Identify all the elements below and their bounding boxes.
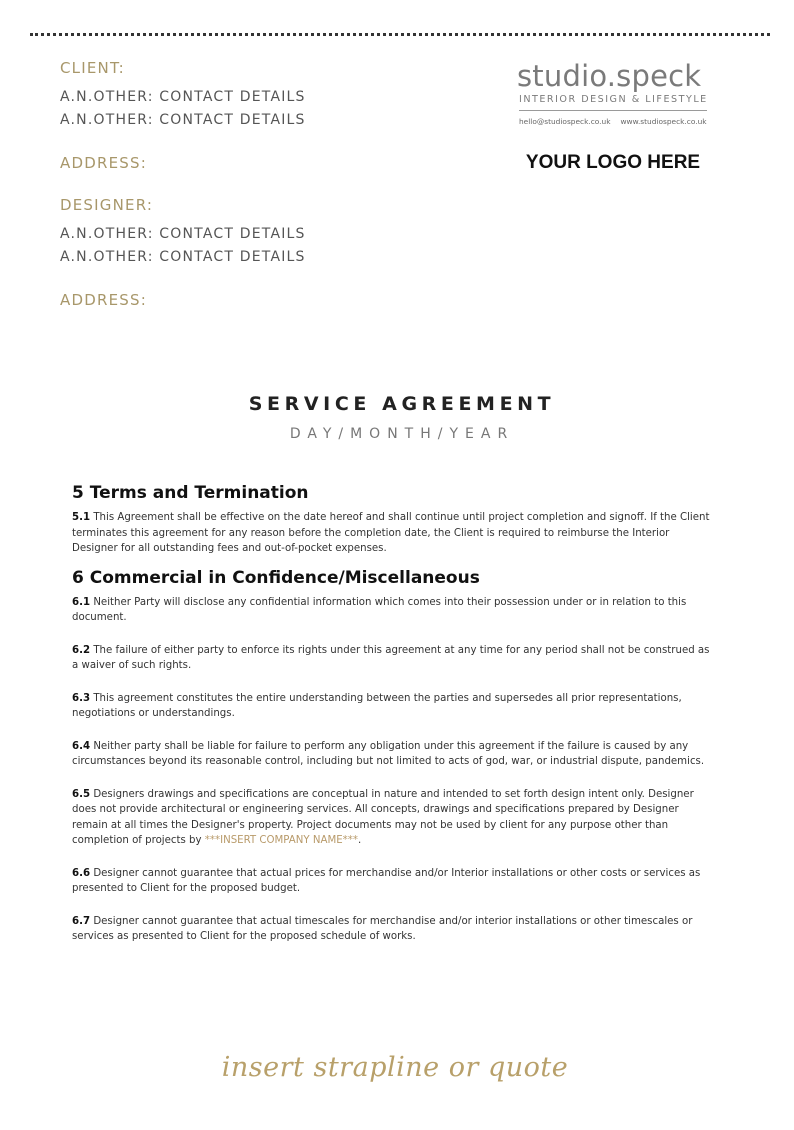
clause-6-2: [72, 643, 712, 674]
clause-number: 6.5: [72, 788, 91, 800]
document-date: DAY/MONTH/YEAR: [289, 426, 515, 442]
logo-tagline: INTERIOR DESIGN & LIFESTYLE: [519, 94, 708, 105]
section-heading-6: 6 Commercial in Confidence/Miscellaneous: [72, 567, 480, 588]
designer-label: DESIGNER:: [60, 196, 154, 214]
client-label: CLIENT:: [60, 59, 125, 77]
clause-text: Designer cannot guarantee that actual prices for merchandise and/or Interior installations or other costs or services as presented to Client for the proposed budget.: [72, 867, 701, 894]
clause-6-7: [72, 914, 712, 945]
clause-number: 5.1: [72, 512, 91, 523]
dotted-top-border: [30, 33, 770, 36]
company-name-placeholder: ***INSERT COMPANY NAME***: [204, 835, 358, 846]
section-heading-5: 5 Terms and Termination: [72, 483, 309, 503]
clause-number: 6.4: [72, 740, 91, 752]
designer-contact-line-1: A.N.OTHER: CONTACT DETAILS: [60, 226, 306, 242]
clause-6-5: [72, 787, 712, 849]
logo-name: studio.speck: [517, 59, 702, 93]
client-contact-line-2: A.N.OTHER: CONTACT DETAILS: [60, 112, 306, 128]
logo-email: hello@studiospeck.co.uk: [519, 117, 611, 126]
clause-text: This Agreement shall be effective on the date hereof and shall continue until project completion and signoff. If the Client terminates this agreement for any reason before the completion date, the Client is required to reimburse the Interior Designer for all outstanding fees and out-of-pocket expenses.: [72, 512, 710, 554]
clause-text: This agreement constitutes the entire understanding between the parties and supersedes all prior representations, negotiations or understandings.: [72, 692, 682, 719]
clause-number: 6.6: [72, 867, 91, 879]
clause-5-1: [72, 510, 712, 557]
clause-6-4: [72, 739, 712, 770]
client-address-label: ADDRESS:: [60, 154, 147, 172]
agreement-body: [72, 481, 712, 945]
clause-6-6: [72, 866, 712, 897]
clause-text: Designers drawings and specifications are conceptual in nature and intended to set forth design intent only. Designer does not provide architectural or engineering services. All concepts, drawings and specifications prepared by Designer remain at all times the Designer's property. Project documents may not be used by client for any purpose other than completion of projects by: [72, 788, 694, 846]
clause-6-1: [72, 595, 712, 626]
logo-contact: [519, 117, 717, 126]
clause-number: 6.3: [72, 692, 91, 704]
company-logo: [517, 60, 717, 126]
document-title: SERVICE AGREEMENT: [248, 393, 556, 415]
logo-placeholder: YOUR LOGO HERE: [525, 152, 701, 173]
logo-divider: [519, 110, 707, 111]
client-contact-line-1: A.N.OTHER: CONTACT DETAILS: [60, 89, 306, 105]
parties-block: [60, 58, 420, 310]
clause-text: Neither party shall be liable for failure to perform any obligation under this agreement if the failure is caused by any circumstances beyond its reasonable control, including but not limited to acts of god, war, or industrial dispute, pandemics.: [72, 740, 705, 767]
clause-number: 6.2: [72, 644, 91, 656]
strapline: insert strapline or quote: [221, 1052, 569, 1083]
clause-number: 6.7: [72, 915, 91, 927]
clause-text-end: .: [357, 835, 362, 846]
logo-website: www.studiospeck.co.uk: [620, 117, 707, 126]
clause-number: 6.1: [72, 596, 91, 608]
designer-address-label: ADDRESS:: [60, 291, 147, 309]
clause-text: Designer cannot guarantee that actual timescales for merchandise and/or interior installations or other timescales or services as presented to Client for the proposed schedule of works.: [72, 915, 693, 942]
clause-text: Neither Party will disclose any confidential information which comes into their possession under or in relation to this document.: [72, 596, 687, 623]
clause-text: The failure of either party to enforce its rights under this agreement at any time for any period shall not be construed as a waiver of such rights.: [72, 644, 710, 671]
clause-6-3: [72, 691, 712, 722]
designer-contact-line-2: A.N.OTHER: CONTACT DETAILS: [60, 249, 306, 265]
